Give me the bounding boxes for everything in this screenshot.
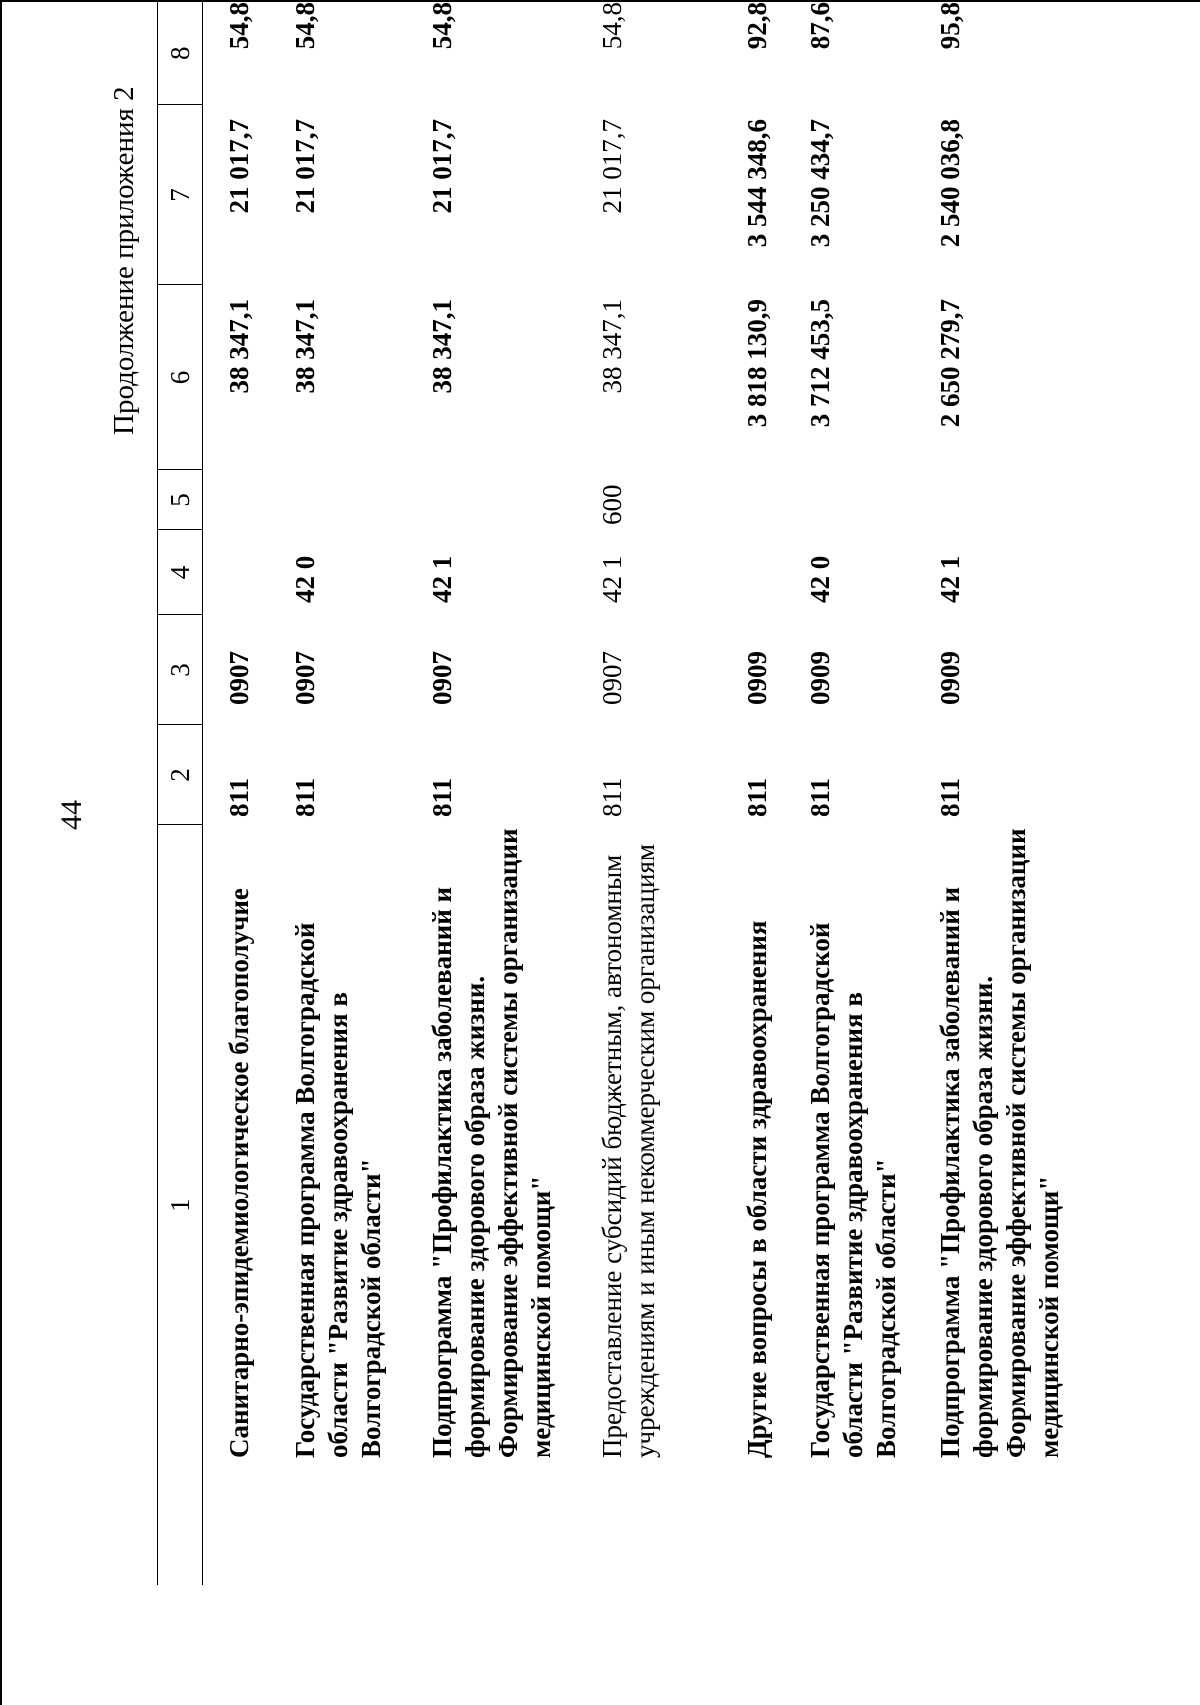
header-row (158, 2, 203, 1585)
row-name: Подпрограмма "Профилактика заболеваний и формирование здорового образа жизни. Формирование эффективной системы организации медицинской помощи" (935, 828, 1064, 1458)
row-expense-code (269, 470, 406, 530)
row-expense-code (203, 470, 270, 530)
row-expense-code (406, 470, 576, 530)
row-target-code: 42 1 (935, 555, 965, 603)
page-number: 44 (55, 800, 88, 830)
row-percent: 95,8 (935, 2, 965, 50)
row-percent: 92,8 (742, 2, 772, 50)
header-col-4: 4 (158, 530, 203, 615)
row-actual-amount: 2 540 036,8 (935, 119, 965, 248)
row-section-code: 0909 (742, 651, 772, 705)
row-section-code: 0909 (935, 651, 965, 705)
row-plan-amount: 3 712 453,5 (805, 299, 835, 428)
row-section-code: 0907 (427, 651, 457, 705)
row-ministry-code: 811 (597, 777, 627, 817)
row-plan-amount: 3 818 130,9 (742, 299, 772, 428)
table-row (784, 2, 914, 1585)
row-name: Санитарно-эпидемиологическое благополучие (224, 888, 254, 1458)
row-actual-amount: 3 250 434,7 (805, 119, 835, 248)
row-ministry-code: 811 (935, 777, 965, 817)
row-target-code: 42 1 (597, 555, 627, 603)
row-percent: 87,6 (805, 2, 835, 50)
row-name: Предоставление субсидий бюджетным, автономным учреждениям и иным некоммерческим организациям (597, 844, 660, 1458)
row-expense-code (784, 470, 914, 530)
row-ministry-code: 811 (290, 777, 320, 817)
header-col-5: 5 (158, 470, 203, 530)
row-ministry-code: 811 (224, 777, 254, 817)
header-col-1: 1 (158, 825, 203, 1585)
row-actual-amount: 3 544 348,6 (742, 119, 772, 248)
row-target-code: 42 0 (290, 555, 320, 603)
row-target-code: 42 1 (427, 555, 457, 603)
row-name: Государственная программа Волгоградской области "Развитие здравоохранения в Волгоградской области" (805, 922, 901, 1458)
budget-table (157, 2, 1074, 1585)
table-row (203, 2, 270, 1585)
row-target-code (203, 530, 270, 615)
row-name: Подпрограмма "Профилактика заболеваний и формирование здорового образа жизни. Формирование эффективной системы организации медицинской помощи" (427, 828, 556, 1458)
row-name: Другие вопросы в области здравоохранения (742, 920, 772, 1458)
row-section-code: 0907 (290, 651, 320, 705)
row-section-code: 0909 (805, 651, 835, 705)
row-percent: 54,8 (427, 2, 457, 50)
row-name: Государственная программа Волгоградской области "Развитие здравоохранения в Волгоградской области" (290, 922, 386, 1458)
header-col-2: 2 (158, 725, 203, 825)
row-target-code (721, 530, 784, 615)
header-col-3: 3 (158, 615, 203, 725)
row-actual-amount: 21 017,7 (597, 119, 627, 214)
row-section-code: 0907 (597, 651, 627, 705)
header-col-6: 6 (158, 285, 203, 470)
table-row (721, 2, 784, 1585)
row-percent: 54,8 (224, 2, 254, 50)
row-plan-amount: 38 347,1 (597, 299, 627, 394)
table-row (269, 2, 406, 1585)
header-col-7: 7 (158, 105, 203, 285)
row-actual-amount: 21 017,7 (427, 119, 457, 214)
row-expense-code (914, 470, 1074, 530)
row-expense-code (721, 470, 784, 530)
continuation-label: Продолжение приложения 2 (108, 86, 140, 435)
row-percent: 54,8 (290, 2, 320, 50)
row-section-code: 0907 (224, 651, 254, 705)
row-ministry-code: 811 (427, 777, 457, 817)
table-row (914, 2, 1074, 1585)
row-plan-amount: 2 650 279,7 (935, 299, 965, 428)
row-ministry-code: 811 (805, 777, 835, 817)
row-target-code: 42 0 (805, 555, 835, 603)
row-plan-amount: 38 347,1 (224, 299, 254, 394)
row-ministry-code: 811 (742, 777, 772, 817)
row-percent: 54,8 (597, 2, 627, 50)
table-row (576, 2, 721, 1585)
row-plan-amount: 38 347,1 (290, 299, 320, 394)
row-actual-amount: 21 017,7 (290, 119, 320, 214)
row-actual-amount: 21 017,7 (224, 119, 254, 214)
row-plan-amount: 38 347,1 (427, 299, 457, 394)
header-col-8: 8 (158, 2, 203, 105)
table-row (406, 2, 576, 1585)
row-expense-code: 600 (597, 484, 627, 525)
